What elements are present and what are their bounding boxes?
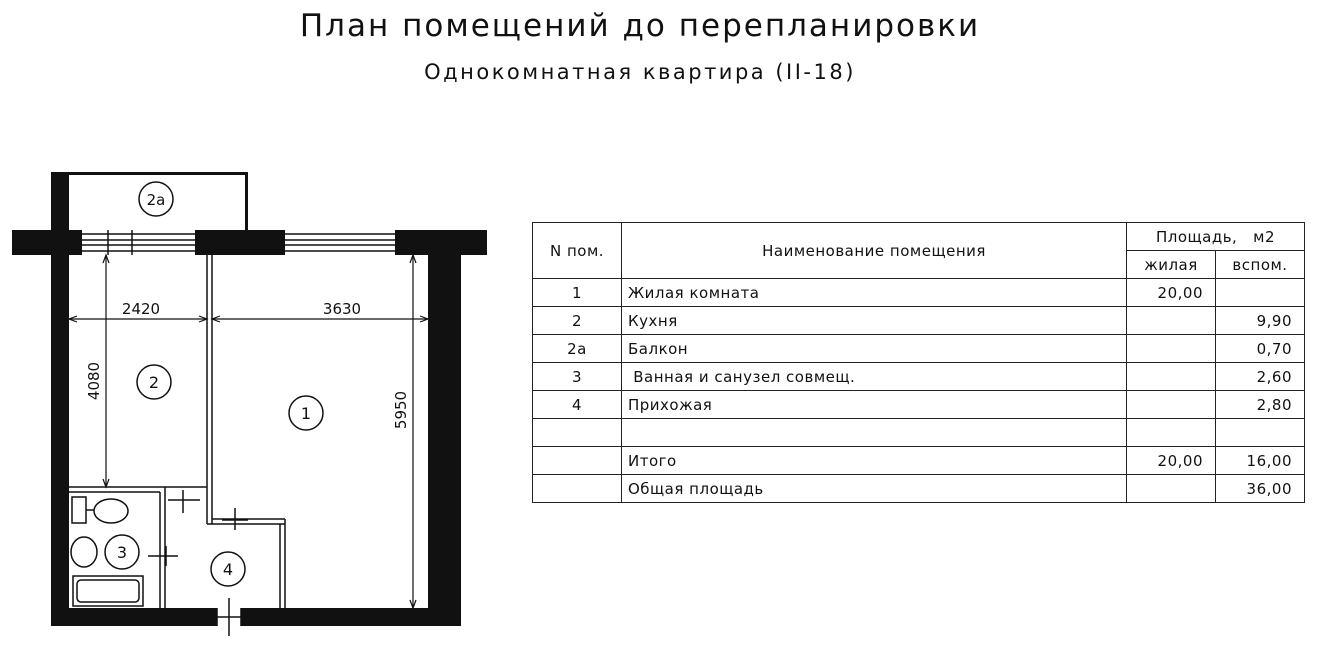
row-num: 3 [533,363,622,391]
row-aux: 2,80 [1216,391,1305,419]
row-aux: 0,70 [1216,335,1305,363]
row-num: 2 [533,307,622,335]
right-wall [428,230,461,626]
left-wall [51,230,69,626]
table-header-row [533,223,1305,251]
total-num-cell [533,447,622,475]
overall-num-cell [533,475,622,503]
room-label-2: 2 [148,373,160,392]
table-row-empty [533,419,1305,447]
row-aux [1216,419,1305,447]
room-marker-1 [289,396,323,430]
overall-value: 36,00 [1216,475,1305,503]
room-marker-4 [211,552,245,586]
table-total-row [533,447,1305,475]
row-name: Прихожая [622,391,1127,419]
table-row [533,307,1305,335]
table-overall-row [533,475,1305,503]
dim-kitchen-depth: 4080 [85,361,103,401]
table-row [533,279,1305,307]
row-num: 4 [533,391,622,419]
row-living [1127,307,1216,335]
table-row [533,391,1305,419]
row-living: 20,00 [1127,279,1216,307]
row-name [622,419,1127,447]
row-num: 2а [533,335,622,363]
row-name: Жилая комната [622,279,1127,307]
row-name: Кухня [622,307,1127,335]
row-name: Балкон [622,335,1127,363]
top-wall-middle [195,230,285,255]
row-name: Ванная и санузел совмещ. [622,363,1127,391]
dim-room-width: 3630 [322,300,362,318]
floor-plan [0,0,520,655]
sub-title: Однокомнатная квартира (II-18) [424,60,856,84]
overall-empty-cell [1127,475,1216,503]
room-marker-3 [105,535,139,569]
row-living [1127,419,1216,447]
window-room [285,234,395,251]
main-title: План помещений до перепланировки [299,8,981,44]
header-name: Наименование помещения [622,223,1127,279]
balcony-right-railing [245,172,248,232]
row-aux [1216,279,1305,307]
top-wall-left [12,230,82,255]
table-row [533,363,1305,391]
balcony-left-wall [51,172,69,232]
header-living: жилая [1127,251,1216,279]
header-num: N пом. [533,223,622,279]
row-num [533,419,622,447]
area-table [532,222,1305,503]
header-aux: вспом. [1216,251,1305,279]
total-living: 20,00 [1127,447,1216,475]
sink-icon [71,537,97,567]
partitions [69,255,285,608]
row-living [1127,335,1216,363]
bottom-wall-left [51,608,217,626]
balcony-railing-front [51,172,247,175]
room-label-2a: 2а [146,191,166,209]
row-aux: 2,60 [1216,363,1305,391]
toilet-tank [72,497,86,523]
room-marker-2 [137,365,171,399]
room-label-3: 3 [116,543,128,562]
bottom-wall-right [241,608,461,626]
row-living [1127,363,1216,391]
table-row [533,335,1305,363]
total-label: Итого [622,447,1127,475]
dim-kitchen-width: 2420 [121,300,161,318]
row-aux: 9,90 [1216,307,1305,335]
header-area: Площадь, м2 [1127,223,1305,251]
room-label-1: 1 [300,404,312,423]
total-aux: 16,00 [1216,447,1305,475]
row-num: 1 [533,279,622,307]
room-label-4: 4 [222,560,234,579]
dim-room-depth: 5950 [392,390,410,430]
room-marker-2a [139,182,173,216]
window-kitchen [82,230,195,255]
row-living [1127,391,1216,419]
toilet-bowl [94,499,128,523]
overall-label: Общая площадь [622,475,1127,503]
